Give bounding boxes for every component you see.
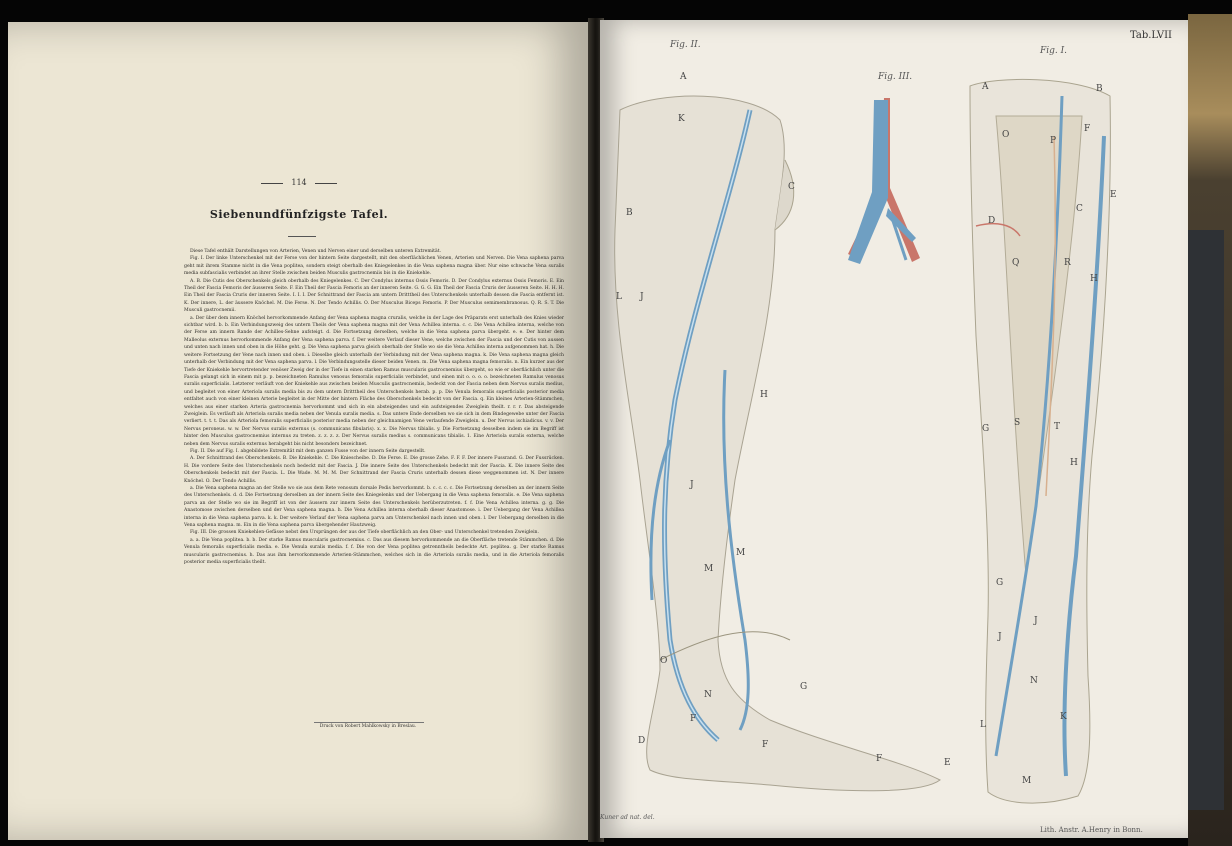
paragraph: a. a. Die Vena poplitea. b. b. Der starke Ramus muscularis gastrocnemius. c. Das aus diesem hervorkommende an die Oberfläche tretende Stämmchen. d. Die Venula femoralis superficialis media. e. Die Venula suralis media. f. f. Die von der Vena poplitea getrenntheils bedeckte Art. poplitea. g. Der starke Ramus muscularis gastrocnemius. h. Das aus ihm hervorkommende Arterien-Stämmchen, welches sich in die Arteriola suralis media, und in die Arteriola femoralis posterior media superficialis theilt. [184, 537, 564, 566]
fig1-leg-illustration [966, 76, 1116, 816]
fig1-letter: A [982, 82, 989, 92]
fig1-letter: N [1030, 676, 1038, 686]
fig1-letter: J [1034, 616, 1038, 626]
plate-number: Tab.LVII [1130, 30, 1173, 41]
fig2-letter: F [876, 754, 883, 764]
artist-credit: Kuner ad nat. del. [600, 814, 655, 821]
fig1-letter: R [1064, 258, 1071, 268]
fig1-letter: H [1090, 274, 1098, 284]
paragraph: Fig. III. Die grossen Kniekehlen-Gefässe nebst den Ursprüngen der aus der Tiefe oberflächlich an den Ober- und Unterschenkel tretenden Zweiglein. [190, 530, 539, 536]
fig2-letter: C [788, 182, 795, 192]
fig1-letter: G [996, 578, 1004, 588]
paragraph: a. Der über dem innern Knöchel hervorkommende Anfang der Vena saphena magna cruralis, welche in der Lage des Präparats erst unterhalb des Knies wieder sichtbar wird. b. b. Ein Verbindungszweig des untern Theils der Vena saphena magna mit der Vena Achillea interna. c. c. Die Vena Achillea interna, welche von der Ferse am innern Rande der Achilles-Sehne aufsteigt. d. Die Fortsetzung derselben, welche in die Vena saphena parva übergeht. e. e. Der hinter dem Malleolus externus hervorkommende Anfang der Vena saphena parva. f. Der weitere Verlauf dieser Vene, welche zwischen der Fascia und der Cutis von aussen und unten nach innen und oben in die Höhe geht. g. Die Vena saphena parva gleich oberhalb der Stelle wo sie die Vena Achillea interna aufgenommen hat. h. Die weitere Fortsetzung der Vene nach innen und oben. i. Dieselbe gleich unterhalb der Verbindung mit der Vena saphena magna. k. Die Vena saphena magna gleich unterhalb der Verbindung mit der Vena saphena parva. l. Die Verbindungsstelle dieser beiden Venen. m. Die Vena saphena magna femoralis. n. Ein kurzer aus der Tiefe der Kniekehle hervortretender venöser Zweig der in der Tiefe in einen starken Ramus muscularis gastrocnemius übergeht, so wie er oberflächlich unter die Fascia gelangt sich in einem mit p. p. bezeichneten Ramulus venosus femoralis superficialis verbindet, und einen mit o. o. o. o. bezeichneten Ramulus venosus suralis superficialis. Letzterer verläuft von der Kniekehle aus zwischen beiden Musculis gastrocnemiis, bedeckt von der Fascia neben dem Nervus suralis medius, und begleitet von einer Arteriola suralis media bis zu dem untern Dritttheil des Unterschenkels herab. p. p. Die Venula femoralis superficialis posterior media entfaltet auch von einer kleinen Arterie begleitet in der Mitte der hintern Fläche des Oberschenkels bedeckt von der Fascia. q. Ein kleines Arterien-Stämmchen, welches aus einer starken Arteria gastrocnemia hervorkommt und sich in ein absteigendes und ein aufsteigendes Zweiglein theilt. r. r. r. Das absteigende Zweiglein. Es verläuft als Arteriola suralis media neben der Venula suralis media. s. Das untere Ende derselben wo sie sich in dem Bindegewebe unter der Fascia verliert. t. t. t. Das als Arteriola femoralis superficialis posterior media neben der gleichnamigen Vene verlaufende Zweiglein. u. Der Nervus ischiadicus. v. v. Der Nervus peroneus. w. w. Der Nervus suralis externus (s. communicans fibularis). x. x. Die Nervus tibialis. y. Die Fortsetzung desselben indem sie im Begriff ist hinter den Musculus gastrocnemius internus zu treten. z. z. z. z. Der Nervus suralis medius s. communicans tibialis. 1. Eine Arteriola suralis externa, welche neben dem Nervus suralis externus herabgeht bis nicht besonders bezeichnet. [184, 315, 564, 447]
fig1-letter: T [1054, 422, 1061, 432]
lithographer-credit: Lith. Anstr. A.Henry in Bonn. [1040, 826, 1143, 834]
printer-rule [314, 722, 424, 723]
fig2-letter: H [760, 390, 768, 400]
paragraph: a. Die Vena saphena magna an der Stelle wo sie aus dem Rete venosum dorsale Pedis hervorkommt. b. c. c. c. c. Die Fortsetzung derselben an der innern Seite des Unterschenkels. d. d. Die Fortsetzung derselben an der innern Seite des Kniegelenks und der Uebergang in die Vena saphena femoralis. e. Die Vena saphena parva an der Stelle wo sie im Begriff ist von der äussern zur innern Seite des Unterschenkels herüberzutreten. f. f. Die Vena Achillea interna. g. g. Die Anastomose zwischen derselben und der Vena saphena magna. h. Die Vena Achillea interna oberhalb dieser Anastomose. i. Der Uebergang der Vena Achillea interna in die Vena saphena parva. k. k. Der weitere Verlauf der Vena saphena parva am Unterschenkel nach innen und oben. l. Der Uebergang derselben in die Vena saphena magna. m. Ein in die Vena saphena parva übergehender Hautzweig. [184, 486, 564, 529]
fig2-letter: D [638, 736, 646, 746]
paragraph: Fig. I. Der linke Unterschenkel mit der Ferse von der hintern Seite dargestellt, mit den oberflächlichen Venen, Arterien und Nerven. Die Vena saphena parva geht mit ihrem Stamme nicht in die Vena poplitea, sondern steigt oberhalb des Kniegelenkes in die Vena saphena magna über. Nur eine schwache Vena suralis media subfascialis verbindet an ihrer Stelle zwischen beiden Musculis gastrocnemiis bis in die Kniekehle. [184, 256, 564, 277]
fig2-letter: M [704, 564, 714, 574]
printer-imprint: Druck von Robert Mahlkowsky in Breslau. [319, 724, 417, 729]
fig2-letter: A [680, 72, 687, 82]
fig1-letter: C [1076, 204, 1083, 214]
fig1-letter: Q [1012, 258, 1020, 268]
fig1-label: Fig. I. [1040, 46, 1068, 56]
fig2-letter: E [944, 758, 951, 768]
left-page [8, 22, 590, 840]
fig2-label: Fig. II. [670, 40, 701, 50]
fig1-letter: O [1002, 130, 1010, 140]
description-text [184, 248, 564, 566]
fig2-letter: B [626, 208, 633, 218]
fig1-letter: P [1050, 136, 1057, 146]
right-page [600, 20, 1190, 838]
fig2-letter: J [690, 480, 694, 490]
fig3-vessels-illustration [836, 88, 932, 288]
fig1-letter: D [988, 216, 996, 226]
fig3-label: Fig. III. [878, 72, 913, 82]
fig1-letter: J [998, 632, 1002, 642]
fig1-letter: K [1060, 712, 1067, 722]
fig1-letter: E [1110, 190, 1117, 200]
fig2-letter: F [690, 714, 697, 724]
fig2-letter: F [762, 740, 769, 750]
fig1-letter: F [1084, 124, 1091, 134]
fig1-letter: S [1014, 418, 1021, 428]
page-number: 114 [8, 178, 590, 187]
fig2-letter: J [640, 292, 644, 302]
paragraph: A. B. Die Cutis des Oberschenkels gleich oberhalb des Kniegelenkes. C. Der Condylus internus Ossis Femoris. D. Der Condylus externus Ossis Femoris. E. Ein Theil der Fascia Femoris der äusseren Seite. F. Ein Theil der Fascia Femoris an der inneren Seite. G. G. G. Ein Theil der Fascia Cruris der äusseren Seite. H. H. H. Ein Theil der Fascia Cruris der inneren Seite. I. I. I. Der Schnittrand der Fascia am untern Dritttheil des Unterschenkels unterhalb dessen die Fascia entfernt ist. K. Der innere, L. der äussere Knöchel. M. Die Ferse. N. Der Tendo Achillis. O. Der Musculus Biceps Femoris. P. Der Musculus semimembranosus. Q. R. S. T. Die Musculi gastrocnemii. [184, 278, 564, 314]
fig2-letter: G [800, 682, 808, 692]
fig2-letter: N [704, 690, 712, 700]
title-rule [288, 236, 316, 237]
plate-title: Siebenundfünfzigste Tafel. [209, 208, 389, 221]
fig2-letter: L [616, 292, 622, 302]
fig2-letter: O [660, 656, 668, 666]
fig1-letter: L [980, 720, 986, 730]
fig2-letter: M [736, 548, 746, 558]
fig1-letter: G [982, 424, 990, 434]
fig1-letter: B [1096, 84, 1103, 94]
paragraph: Fig. II. Die auf Fig. I. abgebildete Extremität mit dem ganzen Fusse von der innern Seite dargestellt. [190, 448, 426, 454]
fig1-letter: M [1022, 776, 1032, 786]
fig1-letter: H [1070, 458, 1078, 468]
paragraph: A. Der Schnittrand des Oberschenkels. B. Die Kniekehle. C. Die Kniescheibe. D. Die Ferse. E. Die grosse Zehe. F. F. F. Der innere Fussrand. G. Der Fussrücken. H. Die vordere Seite des Unterschenkels noch bedeckt mit der Fascia. J. Die innere Seite des Unterschenkels bedeckt mit der Fascia. K. Die innere Seite des Oberschenkels bedeckt mit der Fascia. L. Die Wade. M. M. M. Der Schnittrand der Fascia Cruris unterhalb dessen diese weggenommen ist. N. Der innere Knöchel. O. Der Tendo Achillis. [184, 456, 564, 484]
book-cover-cloth [1188, 230, 1224, 810]
paragraph: Diese Tafel enthält Darstellungen von Arterien, Venen und Nerven einer und derselben unteren Extremität. [190, 249, 442, 254]
fig2-letter: K [678, 114, 685, 124]
